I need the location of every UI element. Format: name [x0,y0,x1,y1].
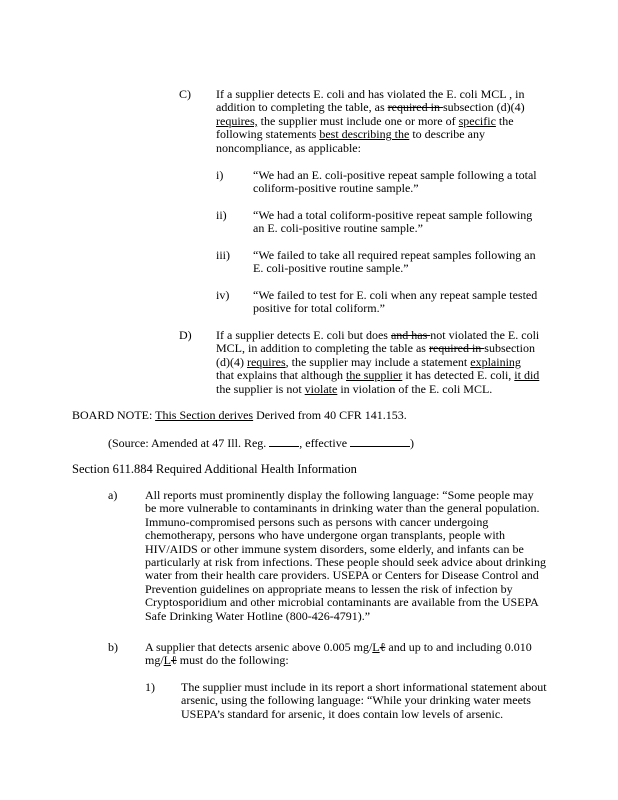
section-d-text: If a supplier detects E. coli but does and has not violated the E. coli MCL, in addition to completing the table as required in subsection (d)(4) requires, the supplier may include a statement explaining that explains that although the supplier it has detected E. coli, it did the supplier is not violate in violation of the E. coli MCL. [216,328,540,396]
para-a-label: a) [108,488,118,502]
item-iii-label: iii) [216,248,230,262]
board-note: BOARD NOTE: This Section derives Derived from 40 CFR 141.153. [72,408,407,422]
underlined-text: L [372,640,380,654]
item-i-label: i) [216,168,224,182]
para-a-text: All reports must prominently display the following language: “Some people may be more vulnerable to contaminants in drinking water than the general population. Immuno-compromised persons such as persons with cancer undergoing chemotherapy, persons who have undergone organ transplants, people with HIV/AIDS or other immune system disorders, some elderly, and infants can be particularly at risk from infections. These people should seek advice about drinking water from their health care providers. USEPA or Centers for Disease Control and Prevention guidelines on appropriate means to lessen the risk of infection by Cryptosporidium and other microbial contaminants are available from the USEPA Safe Drinking Water Hotline (800-426-4791).” [145,488,546,623]
item-iv-label: iv) [216,288,230,302]
para-b1-label: 1) [145,680,155,694]
section-c-text [216,88,525,155]
underlined-text: L [163,653,172,668]
item-ii-text: “We had a total coliform-positive repeat sample following an E. coli-positive routine sample.” [253,208,533,236]
section-c-label: C) [179,87,191,101]
source-note: (Source: Amended at 47 Ill. Reg. , effective ) [108,436,415,450]
struck-text: required in [387,100,443,115]
struck-text: required in [428,341,485,356]
underlined-text: explaining [470,354,521,369]
blank-line [269,436,299,447]
item-iii-text: “We failed to take all required repeat samples following an E. coli-positive routine sample.” [253,248,536,276]
underlined-text: This Section derives [155,408,254,422]
underlined-text: violate [304,381,338,396]
underlined-text: best describing the [319,127,410,142]
text-line: noncompliance, as applicable: [216,140,361,155]
para-b-text: A supplier that detects arsenic above 0.005 mg/Lℓ and up to and including 0.010 mg/Lℓ must do the following: [145,640,532,668]
underlined-text: it did [514,368,540,383]
struck-text: ℓ [379,640,386,654]
underlined-text: requires, [216,113,258,128]
item-i-text: “We had an E. coli-positive repeat sample following a total coliform-positive routine sample.” [253,168,537,196]
text-line: following statements best describing the to describe any [216,127,485,142]
text-line: requires, the supplier must include one or more of specific the [216,113,514,128]
item-iv-text: “We failed to test for E. coli when any repeat sample tested positive for total coliform.” [253,288,538,316]
section-heading: Section 611.884 Required Additional Health Information [72,462,357,476]
struck-text: ℓ [171,653,177,668]
item-ii-label: ii) [216,208,227,222]
section-d-label: D) [179,328,192,342]
underlined-text: specific [458,113,496,128]
para-b-label: b) [108,640,118,654]
underlined-text: requires [246,354,286,369]
text-line: addition to completing the table, as required in subsection (d)(4) [216,100,525,115]
text-line: If a supplier detects E. coli and has violated the E. coli MCL , in [216,87,525,101]
blank-line [350,436,410,447]
underlined-text: the supplier [345,368,403,383]
para-b1-text: The supplier must include in its report a short informational statement about arsenic, using the following language: “While your drinking water meets USEPA’s standard for arsenic, it does contain low levels of arsenic. [181,680,547,721]
struck-text: and has [390,328,431,342]
